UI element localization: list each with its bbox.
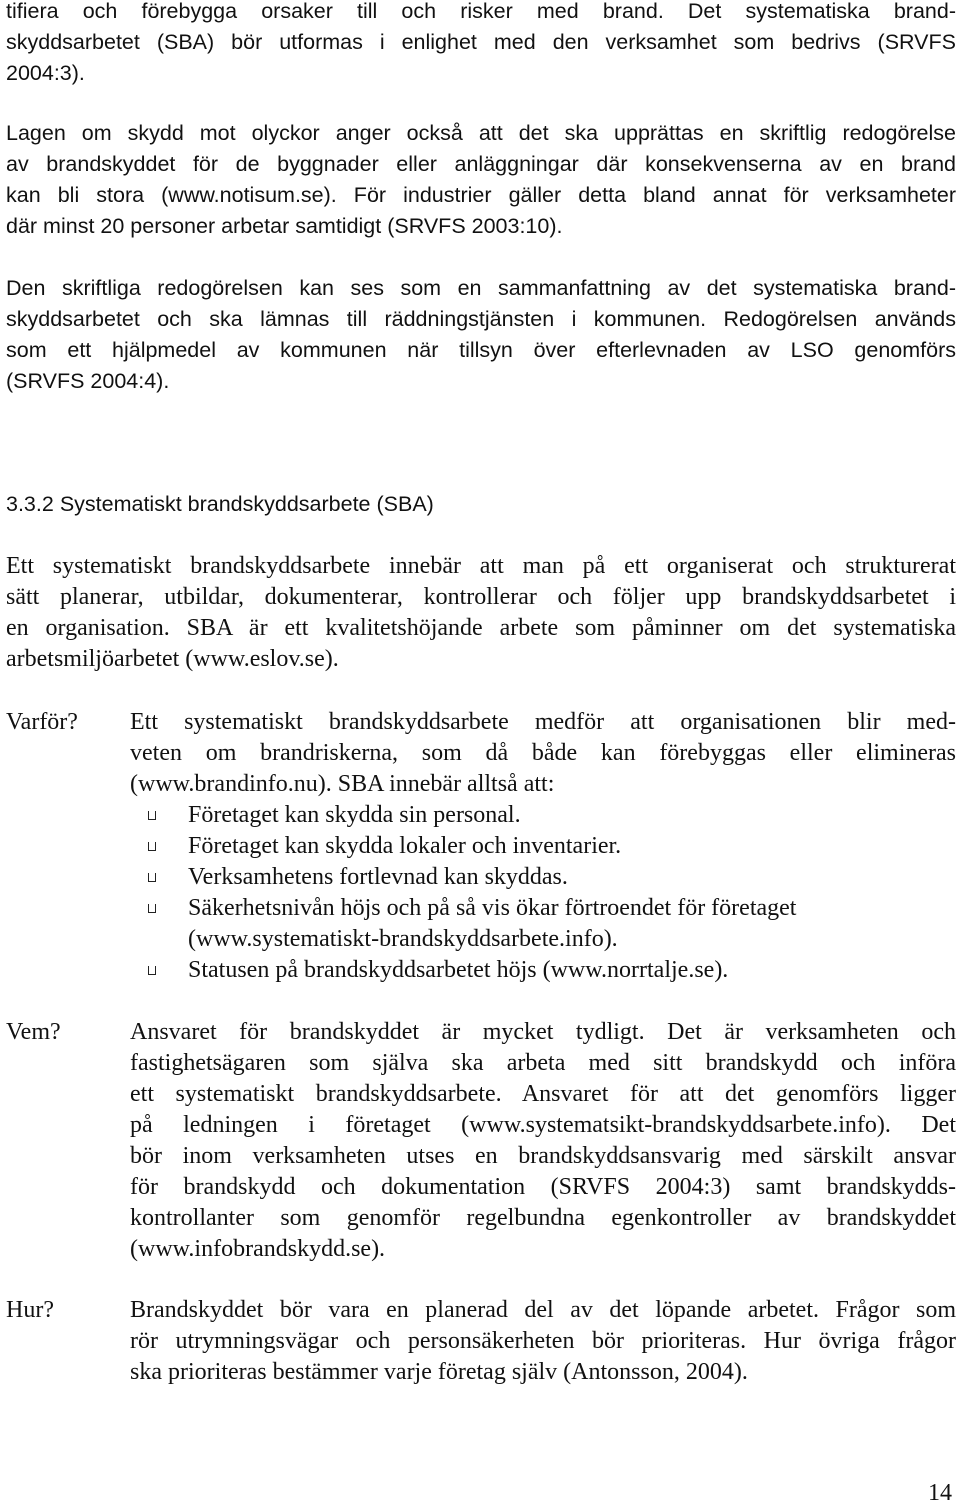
list-item-text: Statusen på brandskyddsarbetet höjs (www.norrtalje.se). xyxy=(188,957,729,983)
list-item xyxy=(130,862,956,893)
sba-paragraph xyxy=(6,551,956,675)
bullet-icon xyxy=(148,966,156,975)
varfor-line: (www.brandinfo.nu). SBA innebär alltså att: xyxy=(130,771,555,797)
vem-text xyxy=(130,1017,956,1265)
section-number: 3.3.2 xyxy=(6,492,54,516)
bullet-icon xyxy=(148,873,156,882)
written-line: skyddsarbetet och ska lämnas till räddningstjänsten i kommunen. Redogörelsen används xyxy=(6,307,956,331)
vem-line: fastighetsägaren som själva ska arbeta med sitt brandskydd och införa xyxy=(130,1050,956,1076)
intro-line: 2004:3). xyxy=(6,61,85,85)
law-line: Lagen om skydd mot olyckor anger också att det ska upprättas en skriftlig redogörelse xyxy=(6,121,956,145)
intro-paragraph xyxy=(6,0,956,89)
list-item xyxy=(130,893,956,955)
written-line: som ett hjälpmedel av kommunen när tillsyn över efterlevnaden av LSO genomförs xyxy=(6,338,956,362)
list-item-text: Säkerhetsnivån höjs och på så vis ökar förtroendet för företaget (www.systematiskt-brandskyddsarbete.info). xyxy=(188,895,797,952)
page-number: 14 xyxy=(928,1480,952,1506)
vem-line: för brandskydd och dokumentation (SRVFS 2004:3) samt brandskydds- xyxy=(130,1174,956,1200)
law-line: där minst 20 personer arbetar samtidigt (SRVFS 2003:10). xyxy=(6,214,563,238)
bullet-icon xyxy=(148,811,156,820)
varfor-text xyxy=(130,707,956,800)
hur-line: Brandskyddet bör vara en planerad del av det löpande arbetet. Frågor som xyxy=(130,1297,956,1323)
sba-line: sätt planerar, utbildar, dokumenterar, kontrollerar och följer upp brandskyddsarbetet i xyxy=(6,584,956,610)
hur-line: rör utrymningsvägar och personsäkerheten bör prioriteras. Hur övriga frågor xyxy=(130,1328,956,1354)
sba-line: en organisation. SBA är ett kvalitetshöjande arbete som påminner om det systematiska xyxy=(6,615,956,641)
vem-line: Ansvaret för brandskyddet är mycket tydligt. Det är verksamheten och xyxy=(130,1019,956,1045)
law-line: kan bli stora (www.notisum.se). För industrier gäller detta bland annat för verksamheter xyxy=(6,183,956,207)
varfor-line: veten om brandriskerna, som då både kan förebyggas eller elimineras xyxy=(130,740,956,766)
vem-line: på ledningen i företaget (www.systematsikt-brandskyddsarbete.info). Det xyxy=(130,1112,956,1138)
vem-line: kontrollanter som genomför regelbundna egenkontroller av brandskyddet xyxy=(130,1205,956,1231)
list-item-text: Verksamhetens fortlevnad kan skyddas. xyxy=(188,864,568,890)
vem-line: ett systematiskt brandskyddsarbete. Ansvaret för att det genomförs ligger xyxy=(130,1081,956,1107)
vem-label: Vem? xyxy=(6,1019,61,1045)
law-line: av brandskyddet för de byggnader eller anläggningar där konsekvenserna av en brand xyxy=(6,152,956,176)
vem-line: bör inom verksamheten utses en brandskyddsansvarig med särskilt ansvar xyxy=(130,1143,956,1169)
law-paragraph xyxy=(6,118,956,242)
bullet-icon xyxy=(148,842,156,851)
list-item-text: Företaget kan skydda lokaler och inventarier. xyxy=(188,833,622,859)
sba-line: Ett systematiskt brandskyddsarbete innebär att man på ett organiserat och strukturerat xyxy=(6,553,956,579)
varfor-bullet-list xyxy=(130,800,956,986)
varfor-line: Ett systematiskt brandskyddsarbete medför att organisationen blir med- xyxy=(130,709,956,735)
written-report-paragraph xyxy=(6,273,956,397)
intro-line: skyddsarbetet (SBA) bör utformas i enlighet med den verksamhet som bedrivs (SRVFS xyxy=(6,30,956,54)
list-item xyxy=(130,955,956,986)
hur-line: ska prioriteras bestämmer varje företag själv (Antonsson, 2004). xyxy=(130,1359,748,1385)
list-item-text: Företaget kan skydda sin personal. xyxy=(188,802,521,828)
vem-line: (www.infobrandskydd.se). xyxy=(130,1236,386,1262)
written-line: Den skriftliga redogörelsen kan ses som en sammanfattning av det systematiska brand- xyxy=(6,276,956,300)
hur-text xyxy=(130,1295,956,1388)
list-item xyxy=(130,800,956,831)
bullet-icon xyxy=(148,904,156,913)
section-heading xyxy=(6,489,434,520)
list-item xyxy=(130,831,956,862)
sba-line: arbetsmiljöarbetet (www.eslov.se). xyxy=(6,646,339,672)
intro-line: tifiera och förebygga orsaker till och risker med brand. Det systematiska brand- xyxy=(6,0,956,23)
hur-label: Hur? xyxy=(6,1297,54,1323)
section-title: Systematiskt brandskyddsarbete (SBA) xyxy=(59,492,434,516)
written-line: (SRVFS 2004:4). xyxy=(6,369,170,393)
varfor-label: Varför? xyxy=(6,709,78,735)
